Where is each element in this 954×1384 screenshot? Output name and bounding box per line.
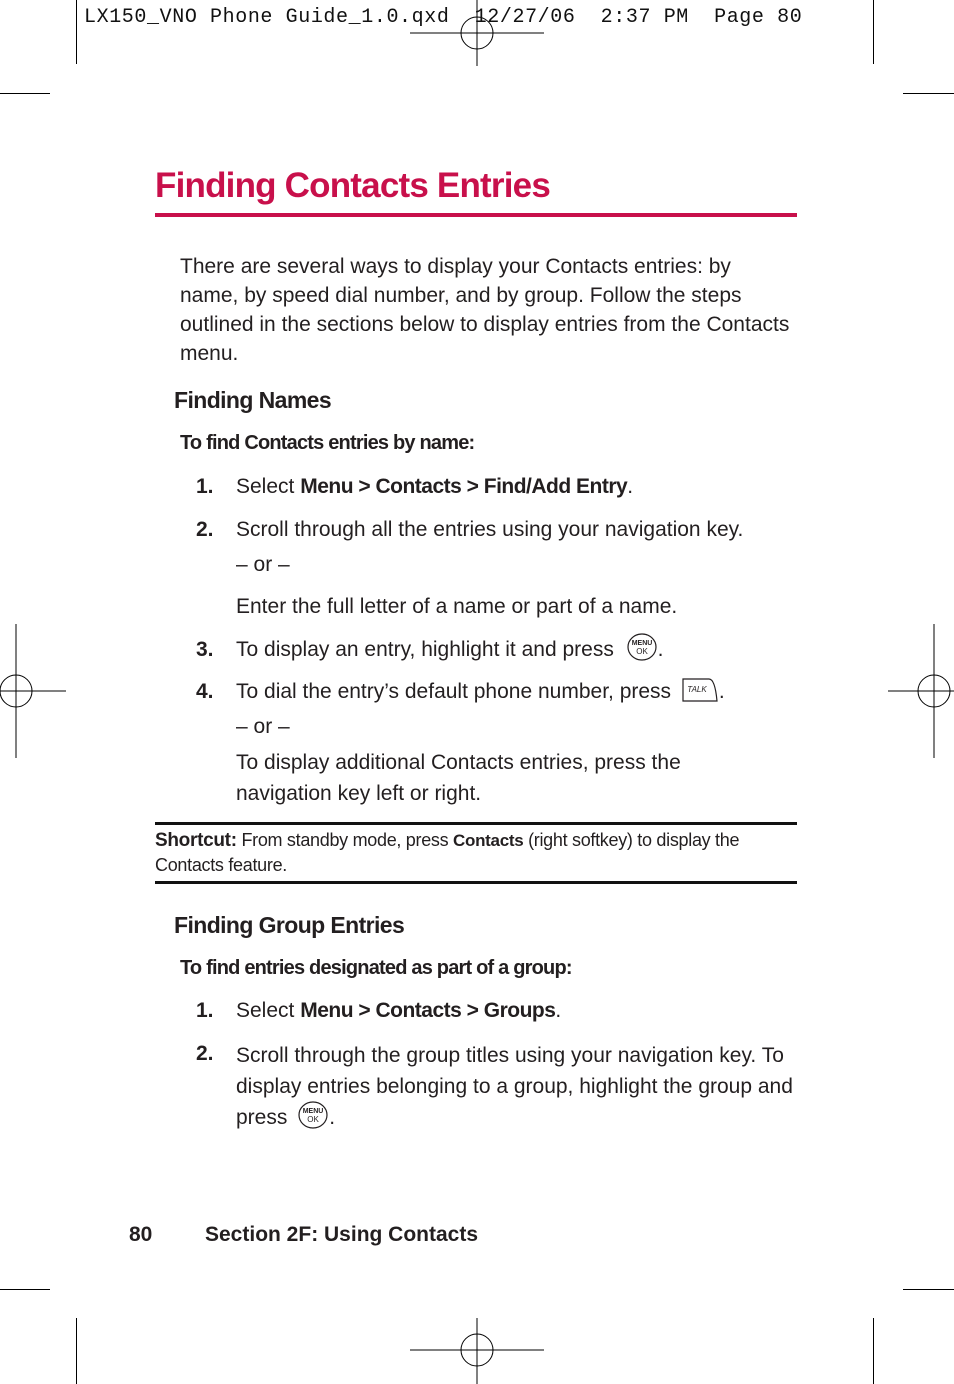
registration-mark-bottom [410, 1318, 544, 1384]
step-number: 1. [196, 999, 214, 1022]
step-alternative: Enter the full letter of a name or part of a name. [236, 595, 678, 618]
ok-key-label: OK [635, 647, 648, 657]
crop-mark [76, 1318, 77, 1384]
menu-key-label: MENU [302, 1108, 324, 1116]
step-text-main: To display an entry, highlight it and press [236, 638, 614, 661]
menu-path: Menu > Contacts > Find/Add Entry [300, 475, 628, 498]
step-text-main: Scroll through the group titles using your navigation key. To display entries belonging to a group, highlight the group and press [236, 1044, 793, 1129]
heading-finding-names: Finding Names [174, 387, 332, 413]
subheading-find-by-name: To find Contacts entries by name: [180, 432, 475, 454]
crop-mark [873, 1318, 874, 1384]
crop-mark [903, 93, 954, 94]
step-text [236, 638, 664, 662]
title-rule [155, 213, 797, 217]
intro-paragraph: There are several ways to display your Contacts entries: by name, by speed dial number, and by group. Follow the steps outlined in the sections below to display entries from the Contacts menu. [180, 255, 790, 365]
menu-path: Menu > Contacts > Groups [300, 999, 556, 1022]
shortcut-rule-top [155, 822, 797, 825]
crop-mark [0, 93, 50, 94]
crop-mark [76, 0, 77, 64]
step-text-post: . [657, 638, 664, 661]
page-title: Finding Contacts Entries [155, 166, 550, 205]
menu-ok-key-icon [626, 632, 658, 662]
step-alternative: To display additional Contacts entries, press the navigation key left or right. [236, 751, 681, 805]
or-separator: – or – [236, 553, 290, 576]
file-slug: LX150_VNO Phone Guide_1.0.qxd 12/27/06 2:37 PM Page 80 [84, 6, 803, 29]
or-separator: – or – [236, 715, 290, 738]
subheading-find-by-group: To find entries designated as part of a group: [180, 957, 572, 979]
step-text [236, 475, 633, 499]
crop-mark [0, 1289, 50, 1290]
step-number: 2. [196, 1042, 214, 1065]
talk-key-icon [681, 675, 719, 703]
step-number: 2. [196, 518, 214, 541]
step-text-pre: Select [236, 475, 301, 498]
menu-ok-key-icon [297, 1100, 329, 1130]
step-number: 1. [196, 475, 214, 498]
crop-mark [873, 0, 874, 64]
section-title: Section 2F: Using Contacts [205, 1223, 479, 1246]
step-text: Scroll through all the entries using your navigation key. [236, 518, 744, 541]
shortcut-text-pre: From standby mode, press [241, 830, 449, 850]
shortcut-text-post: (right softkey) to display the Contacts feature. [155, 830, 740, 875]
shortcut-note [155, 828, 795, 877]
step-text-post: . [627, 475, 634, 498]
step-number: 4. [196, 680, 214, 703]
registration-mark-left [0, 624, 66, 758]
menu-key-label: MENU [631, 640, 652, 648]
step-number: 3. [196, 638, 214, 661]
step-text [236, 999, 561, 1023]
step-text-post: . [718, 680, 725, 703]
page-number: 80 [129, 1223, 153, 1246]
step-text-pre: Select [236, 999, 301, 1022]
crop-mark [903, 1289, 954, 1290]
ok-key-label: OK [307, 1115, 319, 1125]
talk-key-label: TALK [687, 685, 707, 695]
step-text [236, 1040, 804, 1133]
step-text-main: To dial the entry’s default phone number, press [236, 680, 672, 703]
contacts-softkey: Contacts [453, 831, 524, 850]
step-text-post: . [555, 999, 562, 1022]
shortcut-rule-bottom [155, 881, 797, 884]
heading-finding-group-entries: Finding Group Entries [174, 912, 405, 938]
shortcut-label: Shortcut: [155, 830, 237, 851]
step-text [236, 680, 725, 704]
registration-mark-right [888, 624, 954, 758]
step-text-post: . [329, 1106, 336, 1129]
